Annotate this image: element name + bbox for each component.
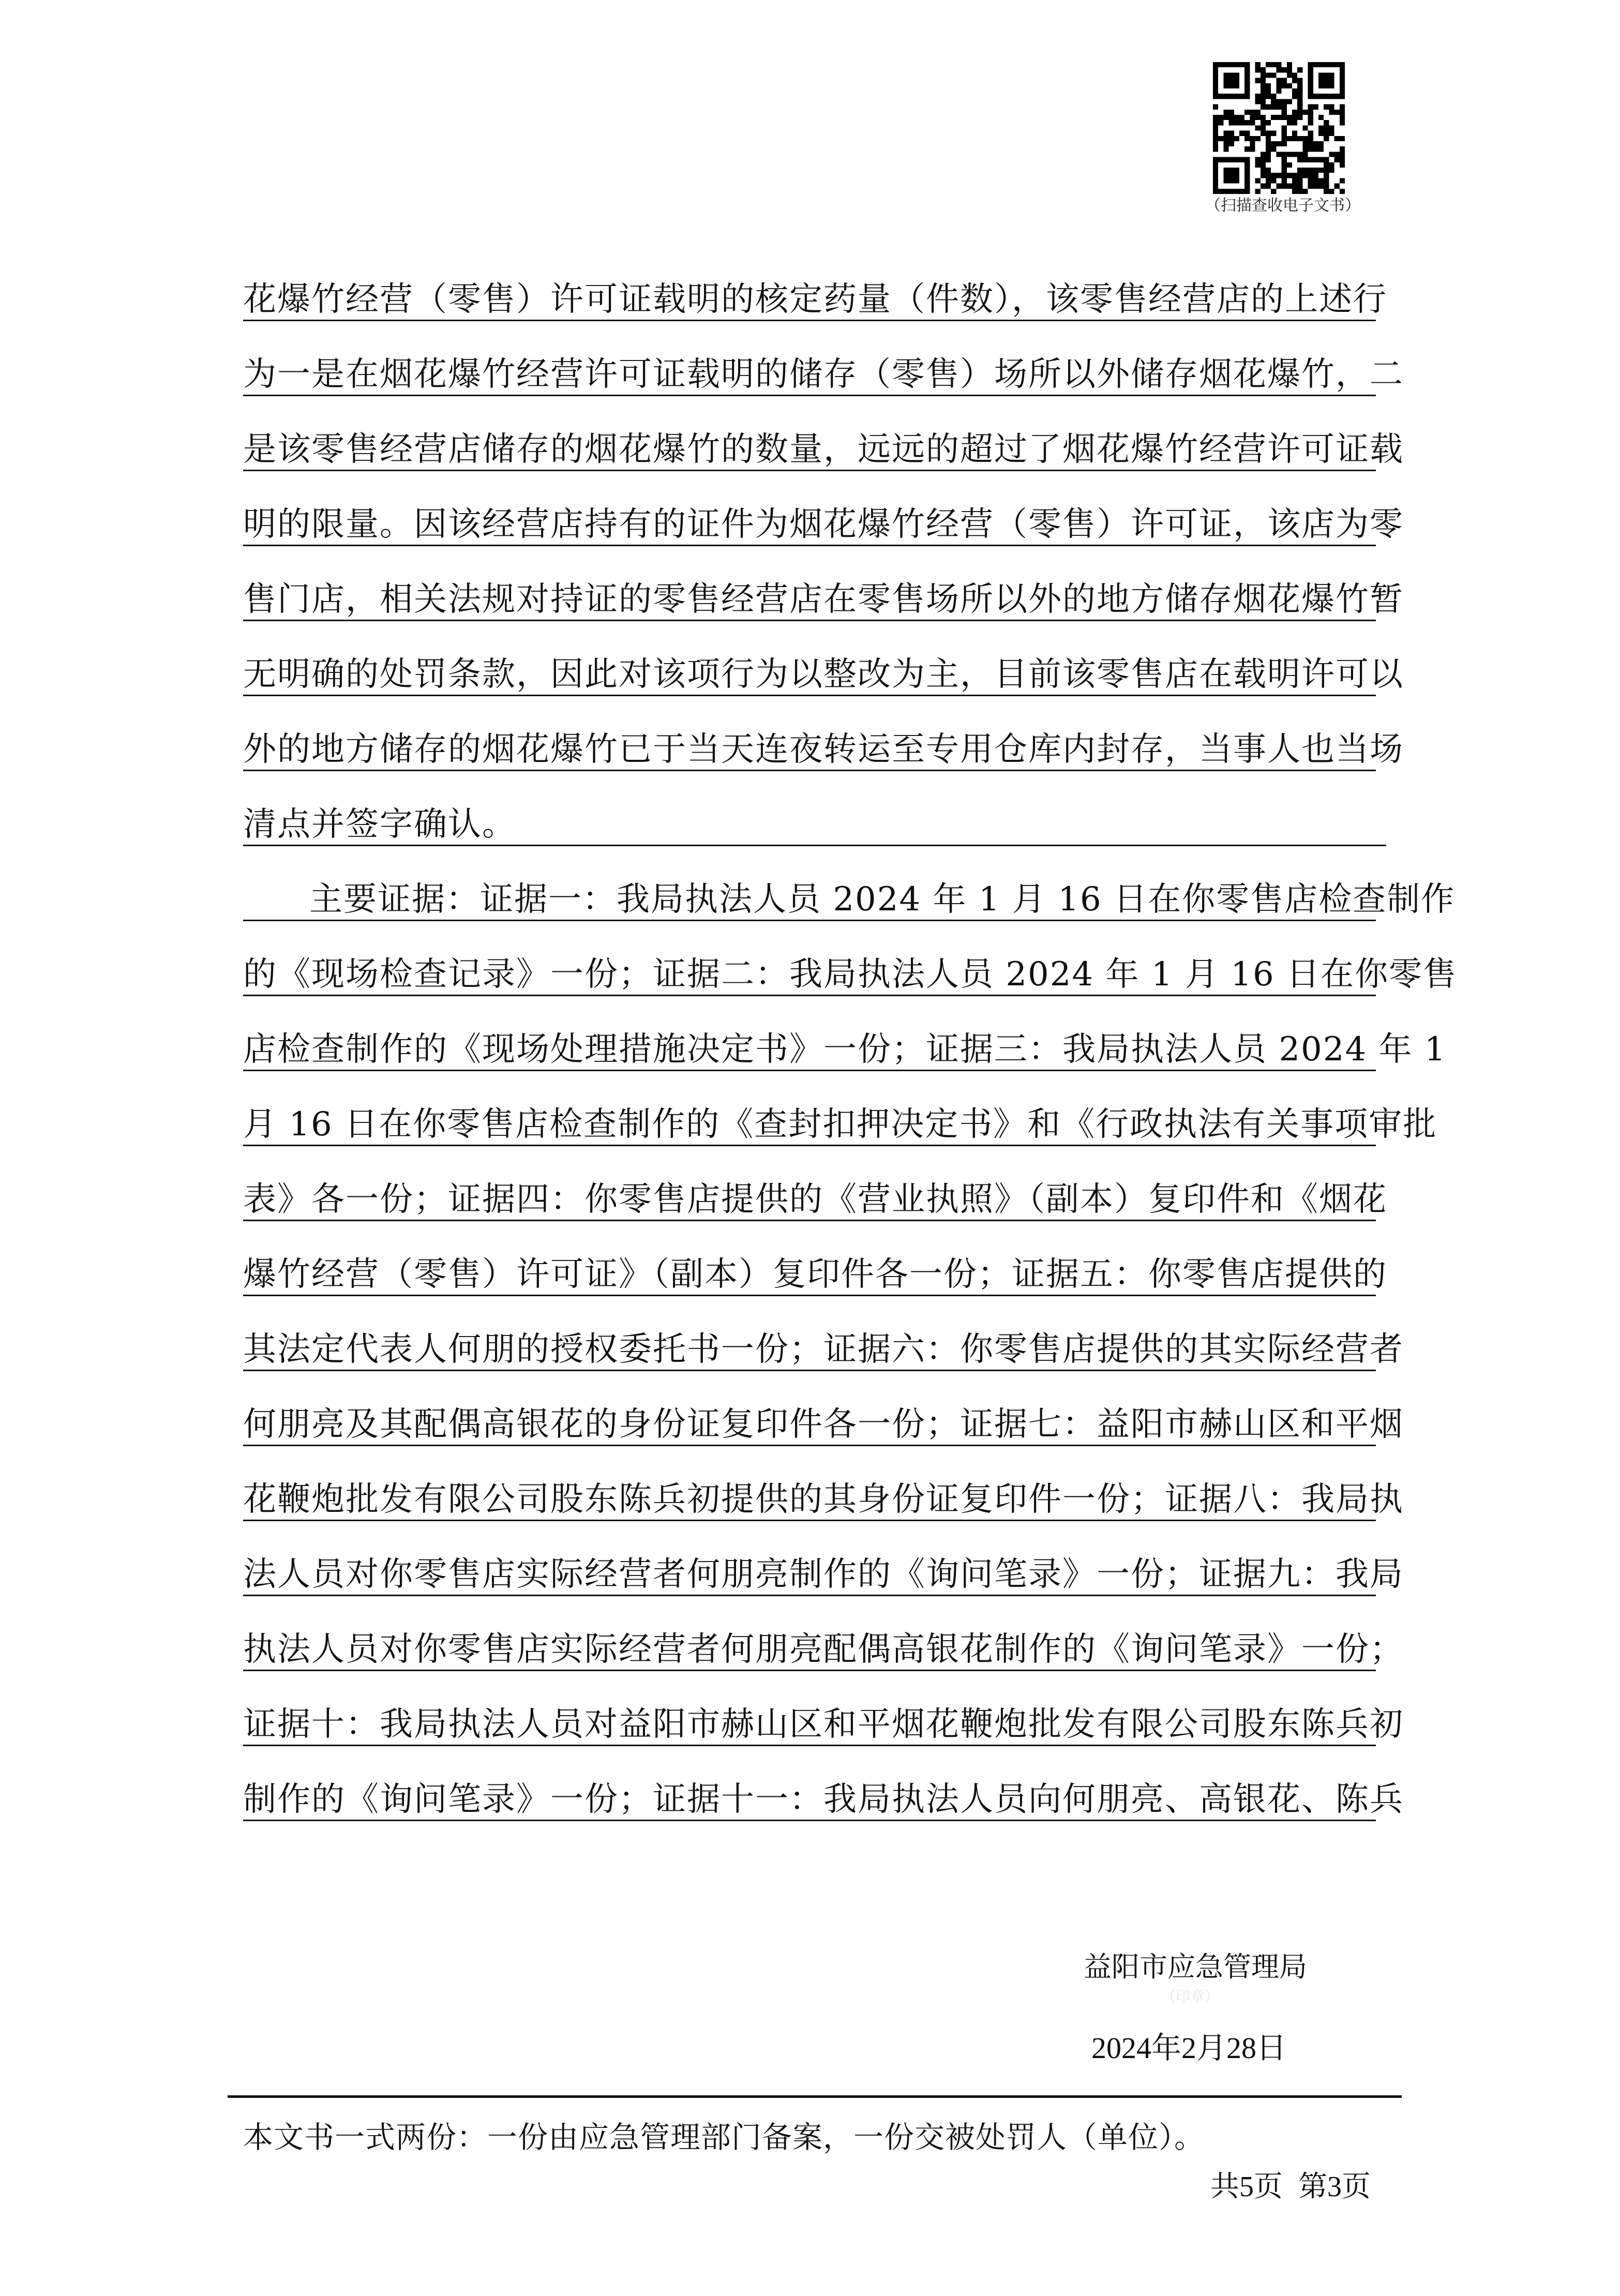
body-line: 外的地方储存的烟花爆竹已于当天连夜转运至专用仓库内封存，当事人也当场 <box>243 698 1376 773</box>
document-body <box>243 248 1458 1823</box>
body-line: 明的限量。因该经营店持有的证件为烟花爆竹经营（零售）许可证，该店为零 <box>243 473 1376 548</box>
body-line: 花鞭炮批发有限公司股东陈兵初提供的其身份证复印件一份；证据八：我局执 <box>243 1448 1376 1523</box>
body-line: 制作的《询问笔录》一份；证据十一：我局执法人员向何朋亮、高银花、陈兵 <box>243 1748 1376 1823</box>
page-current: 第3页 <box>1298 2171 1371 2203</box>
body-line: 何朋亮及其配偶高银花的身份证复印件各一份；证据七：益阳市赫山区和平烟 <box>243 1373 1376 1448</box>
issue-date: 2024年2月28日 <box>1091 2031 1287 2065</box>
footer-note: 本文书一式两份：一份由应急管理部门备案，一份交被处罚人（单位）。 <box>243 2120 1205 2155</box>
official-seal: （印章） <box>1161 1988 1220 2005</box>
body-line: 售门店，相关法规对持证的零售经营店在零售场所以外的地方储存烟花爆竹暂 <box>243 548 1376 623</box>
footer-divider <box>228 2095 1402 2098</box>
body-line: 法人员对你零售店实际经营者何朋亮制作的《询问笔录》一份；证据九：我局 <box>243 1523 1376 1598</box>
body-line: 是该零售经营店储存的烟花爆竹的数量，远远的超过了烟花爆竹经营许可证载 <box>243 398 1376 473</box>
body-line-paragraph-start: 主要证据：证据一：我局执法人员 2024 年 1 月 16 日在你零售店检查制作 <box>243 848 1376 923</box>
page-number <box>1210 2164 1386 2205</box>
body-line: 花爆竹经营（零售）许可证载明的核定药量（件数），该零售经营店的上述行 <box>243 248 1376 323</box>
page-total: 共5页 <box>1210 2171 1283 2203</box>
qr-code <box>1213 62 1345 194</box>
body-line: 清点并签字确认。 <box>243 773 1376 848</box>
body-line: 的《现场检查记录》一份；证据二：我局执法人员 2024 年 1 月 16 日在你零售 <box>243 923 1376 998</box>
issuing-authority: 益阳市应急管理局 <box>1084 1950 1307 1983</box>
qr-caption: （扫描查收电子文书） <box>1205 197 1360 215</box>
body-line: 无明确的处罚条款，因此对该项行为以整改为主，目前该零售店在载明许可以 <box>243 623 1376 698</box>
body-line: 月 16 日在你零售店检查制作的《查封扣押决定书》和《行政执法有关事项审批 <box>243 1073 1376 1148</box>
body-line: 为一是在烟花爆竹经营许可证载明的储存（零售）场所以外储存烟花爆竹，二 <box>243 323 1376 398</box>
body-line: 表》各一份；证据四：你零售店提供的《营业执照》（副本）复印件和《烟花 <box>243 1148 1376 1223</box>
body-line: 爆竹经营（零售）许可证》（副本）复印件各一份；证据五：你零售店提供的 <box>243 1223 1376 1298</box>
body-line: 店检查制作的《现场处理措施决定书》一份；证据三：我局执法人员 2024 年 1 <box>243 998 1376 1073</box>
body-line: 其法定代表人何朋的授权委托书一份；证据六：你零售店提供的其实际经营者 <box>243 1298 1376 1373</box>
body-line: 执法人员对你零售店实际经营者何朋亮配偶高银花制作的《询问笔录》一份； <box>243 1598 1376 1673</box>
body-line: 证据十：我局执法人员对益阳市赫山区和平烟花鞭炮批发有限公司股东陈兵初 <box>243 1673 1376 1748</box>
